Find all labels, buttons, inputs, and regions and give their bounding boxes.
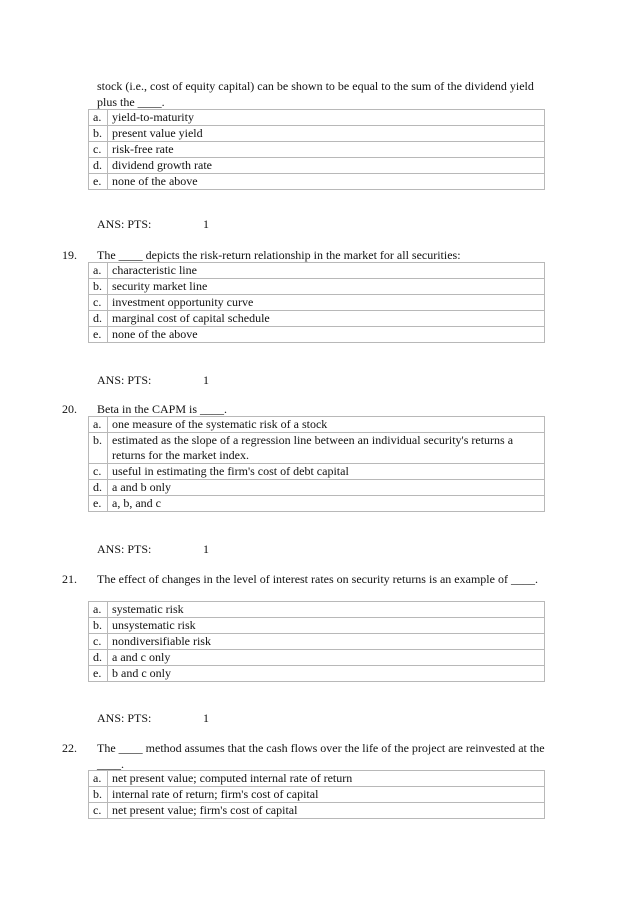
- option-text: none of the above: [108, 174, 545, 190]
- option-row: [89, 158, 545, 174]
- option-letter: a.: [89, 417, 108, 433]
- option-letter: a.: [89, 110, 108, 126]
- option-row: [89, 142, 545, 158]
- option-letter: c.: [89, 295, 108, 311]
- option-text: dividend growth rate: [108, 158, 545, 174]
- option-row: [89, 803, 545, 819]
- option-row: [89, 480, 545, 496]
- option-row: [89, 417, 545, 433]
- option-row: [89, 295, 545, 311]
- answer-label: ANS: PTS:: [97, 542, 152, 556]
- question-number: 22.: [62, 741, 77, 755]
- option-text: nondiversifiable risk: [108, 634, 545, 650]
- option-letter: b.: [89, 126, 108, 142]
- option-row: [89, 126, 545, 142]
- option-row: [89, 263, 545, 279]
- option-row: [89, 174, 545, 190]
- option-letter: b.: [89, 787, 108, 803]
- options-table: [88, 416, 545, 512]
- question-text: Beta in the CAPM is ____.: [97, 402, 228, 416]
- option-row: [89, 618, 545, 634]
- options-table: [88, 262, 545, 343]
- answer-label: ANS: PTS:: [97, 373, 152, 387]
- options-table: [88, 109, 545, 190]
- option-letter: a.: [89, 602, 108, 618]
- question-number: 21.: [62, 572, 77, 586]
- option-row: [89, 650, 545, 666]
- option-text: characteristic line: [108, 263, 545, 279]
- option-row: [89, 787, 545, 803]
- option-letter: e.: [89, 174, 108, 190]
- question-number: 20.: [62, 402, 77, 416]
- points-value: 1: [203, 711, 209, 725]
- option-text: one measure of the systematic risk of a stock: [108, 417, 545, 433]
- option-letter: b.: [89, 279, 108, 295]
- points-value: 1: [203, 373, 209, 387]
- question-number: 19.: [62, 248, 77, 262]
- option-row: [89, 602, 545, 618]
- option-text: systematic risk: [108, 602, 545, 618]
- option-text: none of the above: [108, 327, 545, 343]
- option-letter: d.: [89, 311, 108, 327]
- option-text: marginal cost of capital schedule: [108, 311, 545, 327]
- question-text: The ____ method assumes that the cash flows over the life of the project are reinvested at the ____.: [97, 741, 545, 771]
- option-text: net present value; computed internal rate of return: [108, 771, 545, 787]
- option-row: [89, 433, 545, 464]
- option-row: [89, 279, 545, 295]
- option-row: [89, 327, 545, 343]
- answer-label: ANS: PTS:: [97, 711, 152, 725]
- option-letter: c.: [89, 142, 108, 158]
- option-text: estimated as the slope of a regression line between an individual security's returns a returns for the market index.: [108, 433, 545, 464]
- option-text: investment opportunity curve: [108, 295, 545, 311]
- option-letter: d.: [89, 480, 108, 496]
- option-text: unsystematic risk: [108, 618, 545, 634]
- options-table: [88, 770, 545, 819]
- options-table: [88, 601, 545, 682]
- option-row: [89, 771, 545, 787]
- option-text: security market line: [108, 279, 545, 295]
- option-letter: c.: [89, 464, 108, 480]
- option-letter: c.: [89, 634, 108, 650]
- option-row: [89, 634, 545, 650]
- points-value: 1: [203, 542, 209, 556]
- option-letter: a.: [89, 263, 108, 279]
- option-text: useful in estimating the firm's cost of debt capital: [108, 464, 545, 480]
- points-value: 1: [203, 217, 209, 231]
- option-row: [89, 666, 545, 682]
- option-text: internal rate of return; firm's cost of capital: [108, 787, 545, 803]
- question-text: The effect of changes in the level of interest rates on security returns is an example of ____.: [97, 572, 538, 586]
- option-text: net present value; firm's cost of capital: [108, 803, 545, 819]
- option-letter: e.: [89, 666, 108, 682]
- option-text: a and b only: [108, 480, 545, 496]
- option-letter: a.: [89, 771, 108, 787]
- option-text: b and c only: [108, 666, 545, 682]
- option-text: present value yield: [108, 126, 545, 142]
- option-row: [89, 464, 545, 480]
- option-letter: d.: [89, 650, 108, 666]
- option-letter: b.: [89, 433, 108, 464]
- option-row: [89, 110, 545, 126]
- option-row: [89, 496, 545, 512]
- option-letter: d.: [89, 158, 108, 174]
- question-text: stock (i.e., cost of equity capital) can be shown to be equal to the sum of the dividend yield plus the ____.: [97, 79, 534, 109]
- option-letter: e.: [89, 327, 108, 343]
- option-text: a, b, and c: [108, 496, 545, 512]
- answer-label: ANS: PTS:: [97, 217, 152, 231]
- option-letter: e.: [89, 496, 108, 512]
- option-text: a and c only: [108, 650, 545, 666]
- option-letter: b.: [89, 618, 108, 634]
- option-letter: c.: [89, 803, 108, 819]
- question-text: The ____ depicts the risk-return relationship in the market for all securities:: [97, 248, 461, 262]
- option-row: [89, 311, 545, 327]
- option-text: yield-to-maturity: [108, 110, 545, 126]
- option-text: risk-free rate: [108, 142, 545, 158]
